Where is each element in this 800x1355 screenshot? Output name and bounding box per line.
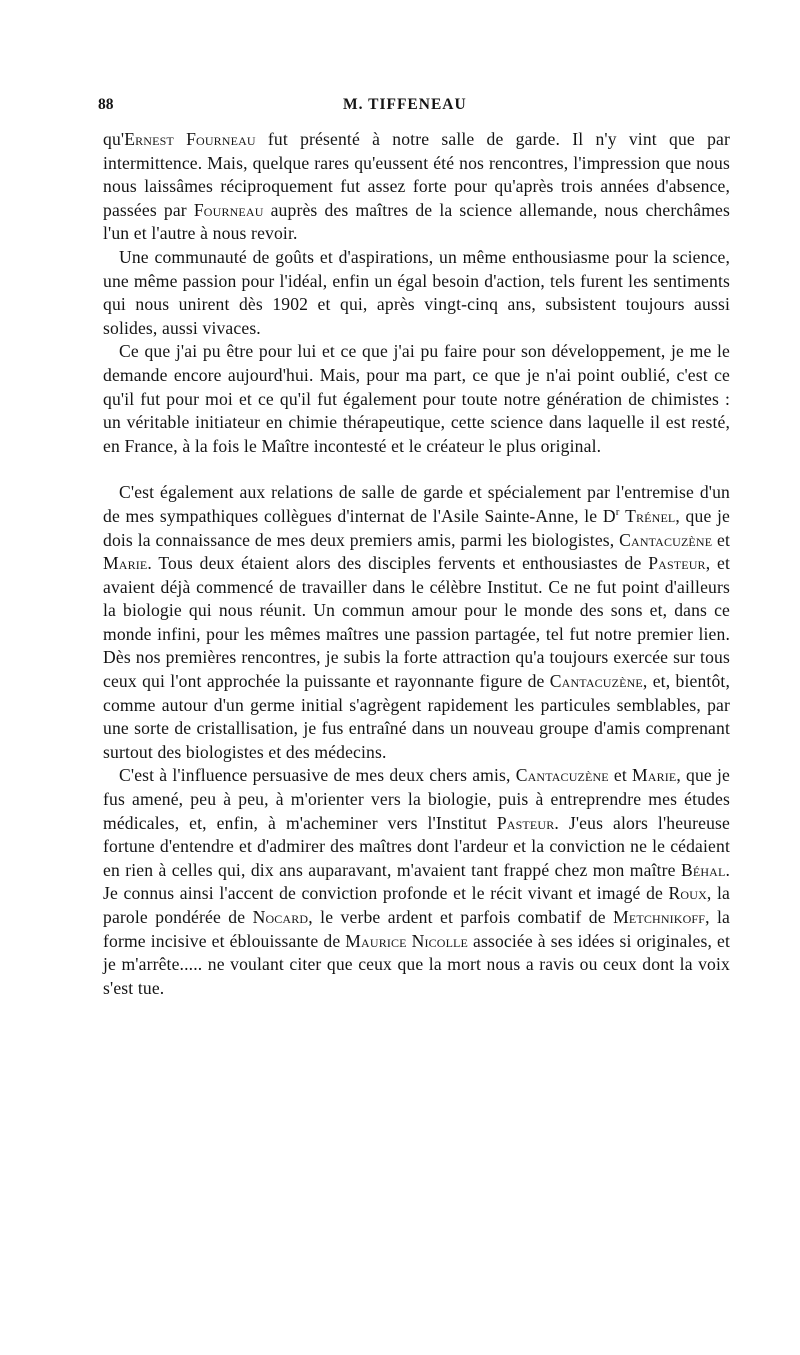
paragraph-5 <box>103 764 730 1000</box>
person-name: Maurice Nicolle <box>345 930 469 951</box>
text-run: , et, bientôt, comme autour d'un germe initial s'agrègent rapidement les particules semblables, par une sorte de cristallisation, je fus entraîné dans un nouveau groupe d'amis comprenant surtout des biologistes et des médecins. <box>103 671 730 762</box>
text-run: , la forme incisive et éblouissante de <box>103 907 730 951</box>
text-run: . J'eus alors l'heureuse fortune d'entendre et d'admirer des maîtres dont l'ardeur et la conviction ne le cédaient en rien à celles qui, dix ans auparavant, m'avaient tant frappé chez mon maître <box>103 812 730 880</box>
person-name: Cantacuzène <box>549 671 643 692</box>
page-number: 88 <box>98 96 114 113</box>
person-name: Metchnikoff <box>613 907 706 927</box>
paragraph-1 <box>103 128 730 246</box>
person-name: Nocard <box>252 907 309 927</box>
text-run: . Tous deux étaient alors des disciples fervents et enthousiastes de <box>147 553 649 574</box>
text-run: , et avaient déjà commencé de travailler dans le célèbre Institut. Ce ne fut point d'ailleurs la biologie qui nous réunit. Un commun amour pour le monde des sons et, dans ce monde infini, pour les mêmes maîtres une passion partagée, tel fut notre premier lien. Dès nos premières rencontres, je subis la forte attraction qu'a toujours exercée sur tous ceux qui l'ont approchée la puissante et rayonnante figure de <box>103 553 730 692</box>
text-run: qu' <box>103 129 125 149</box>
person-name: Cantacuzène <box>619 529 713 550</box>
body-text <box>103 128 730 1000</box>
person-name: Roux <box>668 883 707 904</box>
text-run: , que je dois la connaissance de mes deux premiers amis, parmi les biologistes, <box>103 505 730 550</box>
superscript: r <box>615 506 620 519</box>
text-run: Une communauté de goûts et d'aspirations, un même enthousiasme pour la science, une même passion pour l'idéal, enfin un égal besoin d'action, tels furent les sentiments qui nous unirent dès 1902 et qui, après vingt-cinq ans, subsistent toujours aussi solides, aussi vivaces. <box>103 246 730 338</box>
running-head-author: M. TIFFENEAU <box>343 96 467 113</box>
person-name: Marie <box>632 765 677 786</box>
text-run: C'est également aux relations de salle de garde et spécialement par l'entremise d'un de mes sympathiques collègues d'internat de l'Asile Sainte-Anne, le D <box>103 482 730 526</box>
person-name: Marie <box>103 553 148 574</box>
text-run: , la parole pondérée de <box>103 883 730 927</box>
person-name: Ernest Fourneau <box>124 129 256 149</box>
text-run: associée à ses idées si originales, et je m'arrête..... ne voulant citer que ceux que la mort nous a ravis ou ceux dont la voix s'est tue. <box>103 930 730 998</box>
paragraph-2 <box>103 246 730 340</box>
text-run: , le verbe ardent et parfois combatif de <box>308 907 614 927</box>
person-name: Pasteur <box>648 553 706 574</box>
text-run: fut présenté à notre salle de garde. Il n'y vint que par intermittence. Mais, quelque rares qu'eussent été nos rencontres, l'impression que nous nous laissâmes réciproquement fut assez forte pour qu'après trois années d'absence, passées par <box>103 129 730 220</box>
person-name: Cantacuzène <box>515 765 609 786</box>
text-run: . Je connus ainsi l'accent de conviction profonde et le récit vivant et imagé de <box>103 859 730 904</box>
text-run: Ce que j'ai pu être pour lui et ce que j'ai pu faire pour son développement, je me le demande encore aujourd'hui. Mais, pour ma part, ce que je n'ai point oublié, c'est ce qu'il fut pour moi et ce qu'il fut également pour toute notre génération de chimistes : un véritable initiateur en chimie thérapeutique, cette science dans laquelle il est resté, en France, à la fois le Maître incontesté et le créateur le plus original. <box>103 341 730 456</box>
text-run: C'est à l'influence persuasive de mes deux chers amis, <box>119 765 516 786</box>
text-run: et <box>712 529 731 550</box>
person-name: Pasteur <box>496 812 555 833</box>
text-run: et <box>608 765 632 786</box>
person-name: Trénel <box>625 505 676 526</box>
running-head <box>98 96 728 120</box>
person-name: Béhal <box>680 859 726 880</box>
text-run: auprès des maîtres de la science allemande, nous cherchâmes l'un et l'autre à nous revoir. <box>103 199 730 244</box>
text-run: , que je fus amené, peu à peu, à m'orienter vers la biologie, puis à entreprendre mes études médicales, et, enfin, à m'acheminer vers l'Institut <box>103 765 730 833</box>
paragraph-3 <box>103 340 730 458</box>
person-name: Fourneau <box>193 199 264 220</box>
paragraph-4 <box>103 481 730 764</box>
